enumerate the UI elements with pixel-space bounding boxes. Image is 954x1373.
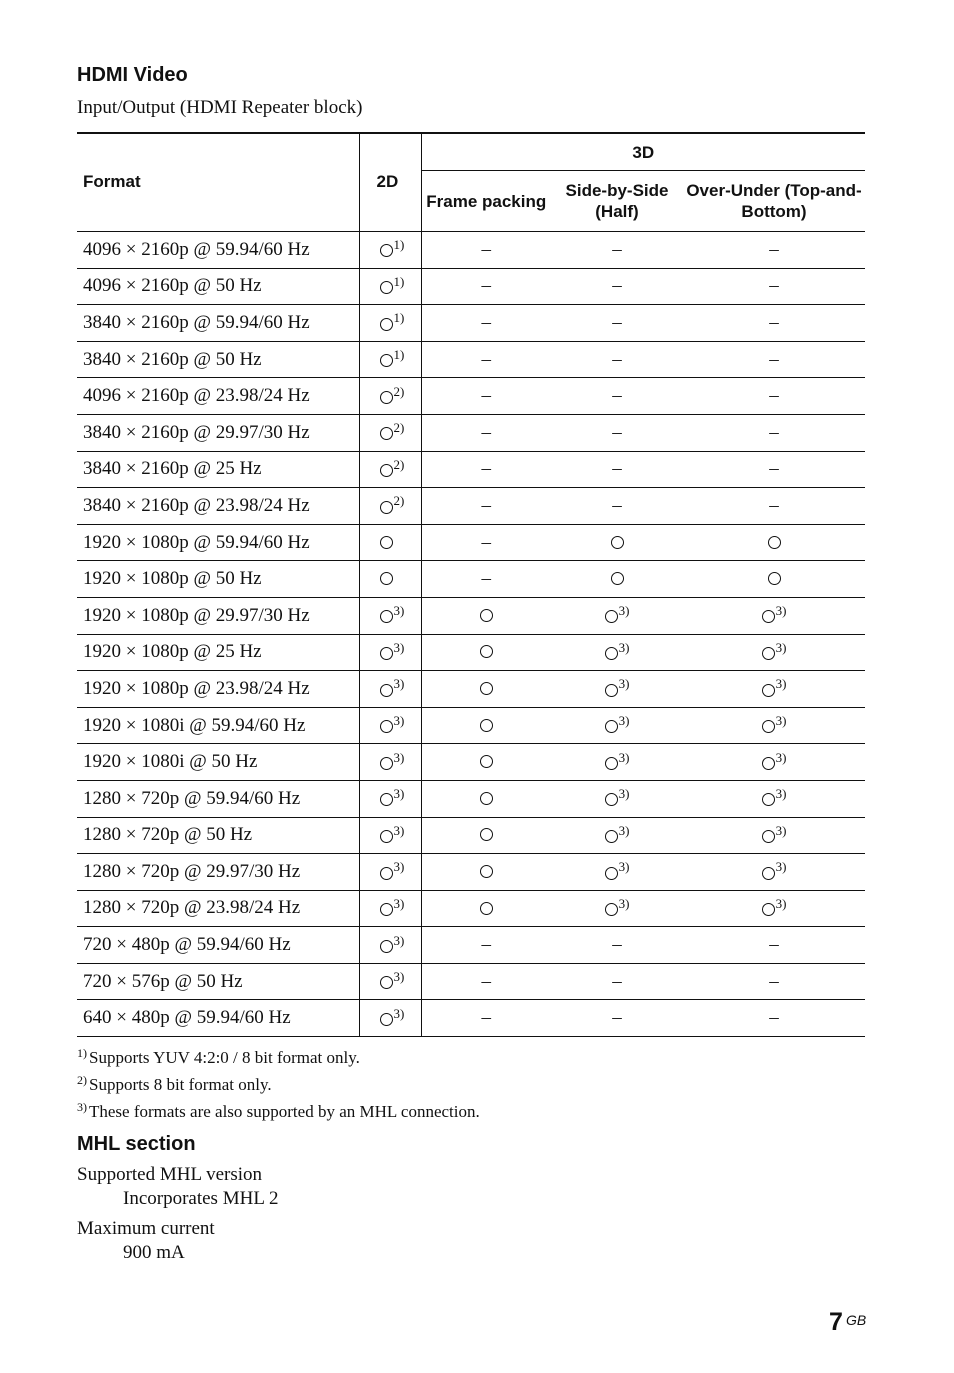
footnote-ref: 2) xyxy=(393,456,405,472)
not-supported-dash: – xyxy=(769,421,779,443)
footnote-ref: 3) xyxy=(775,895,787,911)
format-cell: 720 × 576p @ 50 Hz xyxy=(77,963,359,1000)
footnote-ref: 3) xyxy=(775,713,787,729)
col-2d-cell xyxy=(359,744,421,781)
col-side-by-side-cell xyxy=(551,671,683,708)
footnote-ref: 3) xyxy=(775,859,787,875)
format-cell: 1920 × 1080i @ 59.94/60 Hz xyxy=(77,707,359,744)
supported-circle-icon xyxy=(605,684,618,697)
not-supported-dash: – xyxy=(481,934,491,956)
supported-circle-icon xyxy=(605,757,618,770)
supported-circle-icon xyxy=(762,830,775,843)
format-cell: 3840 × 2160p @ 50 Hz xyxy=(77,341,359,378)
footnote-text: Supports 8 bit format only. xyxy=(89,1075,272,1094)
footnote-ref: 2) xyxy=(393,493,405,509)
supported-circle-icon xyxy=(605,830,618,843)
format-cell: 1920 × 1080p @ 23.98/24 Hz xyxy=(77,671,359,708)
footnote-ref: 3) xyxy=(775,749,787,765)
not-supported-dash: – xyxy=(612,385,622,407)
supported-circle-icon xyxy=(380,572,393,585)
footnote-ref: 3) xyxy=(775,603,787,619)
col-2d-cell xyxy=(359,268,421,305)
footnotes xyxy=(77,1042,480,1123)
table-row xyxy=(77,341,865,378)
col-frame-packing-cell xyxy=(421,232,551,269)
format-cell: 1920 × 1080i @ 50 Hz xyxy=(77,744,359,781)
format-cell: 640 × 480p @ 59.94/60 Hz xyxy=(77,1000,359,1037)
col-over-under-cell xyxy=(683,451,865,488)
col-side-by-side-cell xyxy=(551,414,683,451)
col-side-by-side-cell xyxy=(551,232,683,269)
not-supported-dash: – xyxy=(769,275,779,297)
supported-circle-icon xyxy=(611,536,624,549)
col-2d-cell xyxy=(359,780,421,817)
max-current-value: 900 mA xyxy=(123,1242,185,1263)
footnote-ref: 3) xyxy=(618,749,630,765)
col-side-by-side-cell xyxy=(551,817,683,854)
col-2d-cell xyxy=(359,707,421,744)
supported-circle-icon xyxy=(480,792,493,805)
footnote-ref: 3) xyxy=(393,895,405,911)
col-over-under-cell xyxy=(683,1000,865,1037)
col-2d-cell xyxy=(359,488,421,525)
not-supported-dash: – xyxy=(481,1007,491,1029)
supported-circle-icon xyxy=(762,903,775,916)
col-over-under-cell xyxy=(683,854,865,891)
supported-circle-icon xyxy=(605,647,618,660)
mhl-section-title: MHL section xyxy=(77,1133,196,1155)
col-side-by-side-cell xyxy=(551,488,683,525)
supported-circle-icon xyxy=(380,501,393,514)
supported-circle-icon xyxy=(380,647,393,660)
col-over-under-cell xyxy=(683,707,865,744)
col-2d-cell xyxy=(359,671,421,708)
format-cell: 4096 × 2160p @ 23.98/24 Hz xyxy=(77,378,359,415)
footnote-ref: 1) xyxy=(393,237,405,253)
table-row xyxy=(77,963,865,1000)
supported-circle-icon xyxy=(380,464,393,477)
col-2d-cell xyxy=(359,561,421,598)
table-row xyxy=(77,378,865,415)
table-row xyxy=(77,634,865,671)
format-cell: 3840 × 2160p @ 23.98/24 Hz xyxy=(77,488,359,525)
footnote-ref: 2) xyxy=(393,383,405,399)
footnote-text: Supports YUV 4:2:0 / 8 bit format only. xyxy=(89,1048,360,1067)
supported-circle-icon xyxy=(380,318,393,331)
table-row xyxy=(77,707,865,744)
supported-circle-icon xyxy=(605,610,618,623)
footnote-ref: 3) xyxy=(393,969,405,985)
footnote-ref: 3) xyxy=(618,676,630,692)
footnote-ref: 3) xyxy=(393,1005,405,1021)
footnote-ref: 3) xyxy=(393,603,405,619)
supported-circle-icon xyxy=(480,645,493,658)
col-2d-cell xyxy=(359,341,421,378)
supported-circle-icon xyxy=(380,244,393,257)
col-side-by-side-cell xyxy=(551,561,683,598)
table-row xyxy=(77,1000,865,1037)
col-frame-packing-cell xyxy=(421,561,551,598)
table-row xyxy=(77,597,865,634)
table-row xyxy=(77,268,865,305)
not-supported-dash: – xyxy=(612,238,622,260)
col-2d-cell xyxy=(359,1000,421,1037)
col-side-by-side-cell xyxy=(551,378,683,415)
supported-circle-icon xyxy=(380,976,393,989)
col-frame-packing-cell xyxy=(421,744,551,781)
footnote-ref: 3) xyxy=(393,859,405,875)
not-supported-dash: – xyxy=(769,970,779,992)
not-supported-dash: – xyxy=(612,421,622,443)
supported-circle-icon xyxy=(762,647,775,660)
not-supported-dash: – xyxy=(612,494,622,516)
not-supported-dash: – xyxy=(481,970,491,992)
header-side-by-side: Side-by-Side (Half) xyxy=(551,171,683,232)
col-2d-cell xyxy=(359,817,421,854)
not-supported-dash: – xyxy=(481,275,491,297)
col-2d-cell xyxy=(359,414,421,451)
col-2d-cell xyxy=(359,854,421,891)
col-2d-cell xyxy=(359,232,421,269)
col-2d-cell xyxy=(359,963,421,1000)
format-cell: 3840 × 2160p @ 59.94/60 Hz xyxy=(77,305,359,342)
footnote-ref: 2) xyxy=(393,420,405,436)
footnote-ref: 3) xyxy=(393,639,405,655)
footnote-ref: 3) xyxy=(775,786,787,802)
not-supported-dash: – xyxy=(769,311,779,333)
table-row xyxy=(77,488,865,525)
table-row xyxy=(77,927,865,964)
col-over-under-cell xyxy=(683,780,865,817)
footnote-ref: 3) xyxy=(618,822,630,838)
format-cell: 1280 × 720p @ 50 Hz xyxy=(77,817,359,854)
col-over-under-cell xyxy=(683,963,865,1000)
table-body xyxy=(77,232,865,1037)
col-side-by-side-cell xyxy=(551,854,683,891)
not-supported-dash: – xyxy=(481,311,491,333)
supported-circle-icon xyxy=(605,720,618,733)
table-row xyxy=(77,744,865,781)
header-over-under: Over-Under (Top-and-Bottom) xyxy=(683,171,865,232)
footnote-ref: 3) xyxy=(393,822,405,838)
table-row xyxy=(77,232,865,269)
supported-circle-icon xyxy=(480,755,493,768)
footnote-ref: 3) xyxy=(775,822,787,838)
col-2d-cell xyxy=(359,378,421,415)
not-supported-dash: – xyxy=(612,458,622,480)
footnote-mark: 2) xyxy=(77,1073,87,1087)
supported-circle-icon xyxy=(605,903,618,916)
col-frame-packing-cell xyxy=(421,524,551,561)
not-supported-dash: – xyxy=(769,1007,779,1029)
footnote-ref: 1) xyxy=(393,273,405,289)
supported-circle-icon xyxy=(380,1013,393,1026)
col-over-under-cell xyxy=(683,817,865,854)
supported-circle-icon xyxy=(380,281,393,294)
col-over-under-cell xyxy=(683,524,865,561)
col-side-by-side-cell xyxy=(551,963,683,1000)
col-frame-packing-cell xyxy=(421,890,551,927)
col-side-by-side-cell xyxy=(551,451,683,488)
col-over-under-cell xyxy=(683,671,865,708)
supported-circle-icon xyxy=(380,940,393,953)
supported-circle-icon xyxy=(380,354,393,367)
format-cell: 4096 × 2160p @ 50 Hz xyxy=(77,268,359,305)
not-supported-dash: – xyxy=(481,494,491,516)
max-current-label: Maximum current xyxy=(77,1218,215,1239)
col-2d-cell xyxy=(359,597,421,634)
footnote-ref: 3) xyxy=(618,603,630,619)
not-supported-dash: – xyxy=(769,238,779,260)
not-supported-dash: – xyxy=(769,348,779,370)
col-side-by-side-cell xyxy=(551,597,683,634)
not-supported-dash: – xyxy=(481,385,491,407)
supported-circle-icon xyxy=(380,391,393,404)
col-frame-packing-cell xyxy=(421,927,551,964)
supported-circle-icon xyxy=(762,610,775,623)
col-frame-packing-cell xyxy=(421,963,551,1000)
supported-circle-icon xyxy=(480,865,493,878)
footnote-ref: 3) xyxy=(618,895,630,911)
table-row xyxy=(77,817,865,854)
table-row xyxy=(77,890,865,927)
not-supported-dash: – xyxy=(612,275,622,297)
col-side-by-side-cell xyxy=(551,341,683,378)
supported-circle-icon xyxy=(605,867,618,880)
col-frame-packing-cell xyxy=(421,305,551,342)
col-over-under-cell xyxy=(683,268,865,305)
col-frame-packing-cell xyxy=(421,634,551,671)
col-2d-cell xyxy=(359,305,421,342)
header-3d: 3D xyxy=(421,133,865,171)
col-frame-packing-cell xyxy=(421,671,551,708)
supported-circle-icon xyxy=(380,684,393,697)
footnote-ref: 1) xyxy=(393,310,405,326)
header-frame-packing: Frame packing xyxy=(421,171,551,232)
supported-circle-icon xyxy=(380,427,393,440)
footnote-text: These formats are also supported by an MHL connection. xyxy=(89,1102,480,1121)
footnote-ref: 3) xyxy=(393,676,405,692)
hdmi-format-table xyxy=(77,132,865,1037)
table-row xyxy=(77,305,865,342)
format-cell: 4096 × 2160p @ 59.94/60 Hz xyxy=(77,232,359,269)
footnote-ref: 3) xyxy=(618,786,630,802)
col-side-by-side-cell xyxy=(551,634,683,671)
mhl-version-value: Incorporates MHL 2 xyxy=(123,1188,279,1209)
footnote-ref: 3) xyxy=(775,676,787,692)
col-side-by-side-cell xyxy=(551,268,683,305)
col-side-by-side-cell xyxy=(551,524,683,561)
format-cell: 1920 × 1080p @ 25 Hz xyxy=(77,634,359,671)
not-supported-dash: – xyxy=(481,568,491,590)
format-cell: 720 × 480p @ 59.94/60 Hz xyxy=(77,927,359,964)
col-frame-packing-cell xyxy=(421,488,551,525)
footnote-ref: 3) xyxy=(618,639,630,655)
col-over-under-cell xyxy=(683,890,865,927)
footnote-ref: 3) xyxy=(775,639,787,655)
format-cell: 1920 × 1080p @ 29.97/30 Hz xyxy=(77,597,359,634)
supported-circle-icon xyxy=(380,867,393,880)
col-over-under-cell xyxy=(683,744,865,781)
col-over-under-cell xyxy=(683,597,865,634)
supported-circle-icon xyxy=(480,682,493,695)
col-2d-cell xyxy=(359,927,421,964)
not-supported-dash: – xyxy=(481,348,491,370)
col-side-by-side-cell xyxy=(551,305,683,342)
footnote-ref: 1) xyxy=(393,347,405,363)
supported-circle-icon xyxy=(480,902,493,915)
supported-circle-icon xyxy=(762,720,775,733)
not-supported-dash: – xyxy=(612,348,622,370)
page-suffix: GB xyxy=(846,1312,867,1328)
supported-circle-icon xyxy=(762,793,775,806)
format-cell: 1280 × 720p @ 29.97/30 Hz xyxy=(77,854,359,891)
col-frame-packing-cell xyxy=(421,268,551,305)
supported-circle-icon xyxy=(762,757,775,770)
supported-circle-icon xyxy=(480,609,493,622)
supported-circle-icon xyxy=(762,867,775,880)
footnote-ref: 3) xyxy=(393,749,405,765)
footnote-mark: 3) xyxy=(77,1100,87,1114)
col-2d-cell xyxy=(359,890,421,927)
supported-circle-icon xyxy=(480,719,493,732)
footnote-mark: 1) xyxy=(77,1046,87,1060)
col-side-by-side-cell xyxy=(551,1000,683,1037)
table-row xyxy=(77,414,865,451)
supported-circle-icon xyxy=(380,793,393,806)
supported-circle-icon xyxy=(380,610,393,623)
footnote-ref: 3) xyxy=(618,859,630,875)
col-side-by-side-cell xyxy=(551,780,683,817)
footnote-1 xyxy=(77,1042,480,1069)
col-over-under-cell xyxy=(683,232,865,269)
footnote-ref: 3) xyxy=(393,786,405,802)
supported-circle-icon xyxy=(380,830,393,843)
format-cell: 1280 × 720p @ 59.94/60 Hz xyxy=(77,780,359,817)
col-frame-packing-cell xyxy=(421,341,551,378)
not-supported-dash: – xyxy=(481,421,491,443)
supported-circle-icon xyxy=(380,903,393,916)
not-supported-dash: – xyxy=(481,238,491,260)
supported-circle-icon xyxy=(611,572,624,585)
col-side-by-side-cell xyxy=(551,927,683,964)
not-supported-dash: – xyxy=(612,934,622,956)
not-supported-dash: – xyxy=(769,385,779,407)
supported-circle-icon xyxy=(605,793,618,806)
col-frame-packing-cell xyxy=(421,780,551,817)
footnote-ref: 3) xyxy=(393,713,405,729)
col-frame-packing-cell xyxy=(421,597,551,634)
footnote-ref: 3) xyxy=(393,932,405,948)
not-supported-dash: – xyxy=(612,970,622,992)
col-frame-packing-cell xyxy=(421,451,551,488)
not-supported-dash: – xyxy=(612,311,622,333)
col-2d-cell xyxy=(359,524,421,561)
format-cell: 3840 × 2160p @ 25 Hz xyxy=(77,451,359,488)
table-row xyxy=(77,561,865,598)
format-cell: 3840 × 2160p @ 29.97/30 Hz xyxy=(77,414,359,451)
header-format: Format xyxy=(77,133,359,232)
supported-circle-icon xyxy=(762,684,775,697)
section-subtitle: Input/Output (HDMI Repeater block) xyxy=(77,97,363,118)
col-frame-packing-cell xyxy=(421,854,551,891)
not-supported-dash: – xyxy=(612,1007,622,1029)
col-over-under-cell xyxy=(683,378,865,415)
col-side-by-side-cell xyxy=(551,744,683,781)
not-supported-dash: – xyxy=(769,494,779,516)
supported-circle-icon xyxy=(768,572,781,585)
col-frame-packing-cell xyxy=(421,414,551,451)
col-over-under-cell xyxy=(683,927,865,964)
col-side-by-side-cell xyxy=(551,890,683,927)
format-cell: 1920 × 1080p @ 50 Hz xyxy=(77,561,359,598)
not-supported-dash: – xyxy=(481,531,491,553)
supported-circle-icon xyxy=(380,720,393,733)
format-cell: 1920 × 1080p @ 59.94/60 Hz xyxy=(77,524,359,561)
col-frame-packing-cell xyxy=(421,1000,551,1037)
mhl-version-label: Supported MHL version xyxy=(77,1164,263,1185)
col-side-by-side-cell xyxy=(551,707,683,744)
section-title: HDMI Video xyxy=(77,64,188,86)
not-supported-dash: – xyxy=(769,458,779,480)
footnote-ref: 3) xyxy=(618,713,630,729)
supported-circle-icon xyxy=(380,536,393,549)
not-supported-dash: – xyxy=(481,458,491,480)
footnote-3 xyxy=(77,1096,480,1123)
supported-circle-icon xyxy=(380,757,393,770)
table-row xyxy=(77,451,865,488)
col-2d-cell xyxy=(359,634,421,671)
col-over-under-cell xyxy=(683,561,865,598)
supported-circle-icon xyxy=(480,828,493,841)
footnote-2 xyxy=(77,1069,480,1096)
format-cell: 1280 × 720p @ 23.98/24 Hz xyxy=(77,890,359,927)
col-frame-packing-cell xyxy=(421,817,551,854)
col-over-under-cell xyxy=(683,634,865,671)
header-2d: 2D xyxy=(359,133,421,232)
supported-circle-icon xyxy=(768,536,781,549)
col-frame-packing-cell xyxy=(421,707,551,744)
col-frame-packing-cell xyxy=(421,378,551,415)
col-over-under-cell xyxy=(683,488,865,525)
table-row xyxy=(77,854,865,891)
table-row xyxy=(77,671,865,708)
page-number: 7 xyxy=(829,1308,843,1336)
table-row xyxy=(77,524,865,561)
col-2d-cell xyxy=(359,451,421,488)
not-supported-dash: – xyxy=(769,934,779,956)
table-row xyxy=(77,780,865,817)
col-over-under-cell xyxy=(683,414,865,451)
col-over-under-cell xyxy=(683,305,865,342)
col-over-under-cell xyxy=(683,341,865,378)
